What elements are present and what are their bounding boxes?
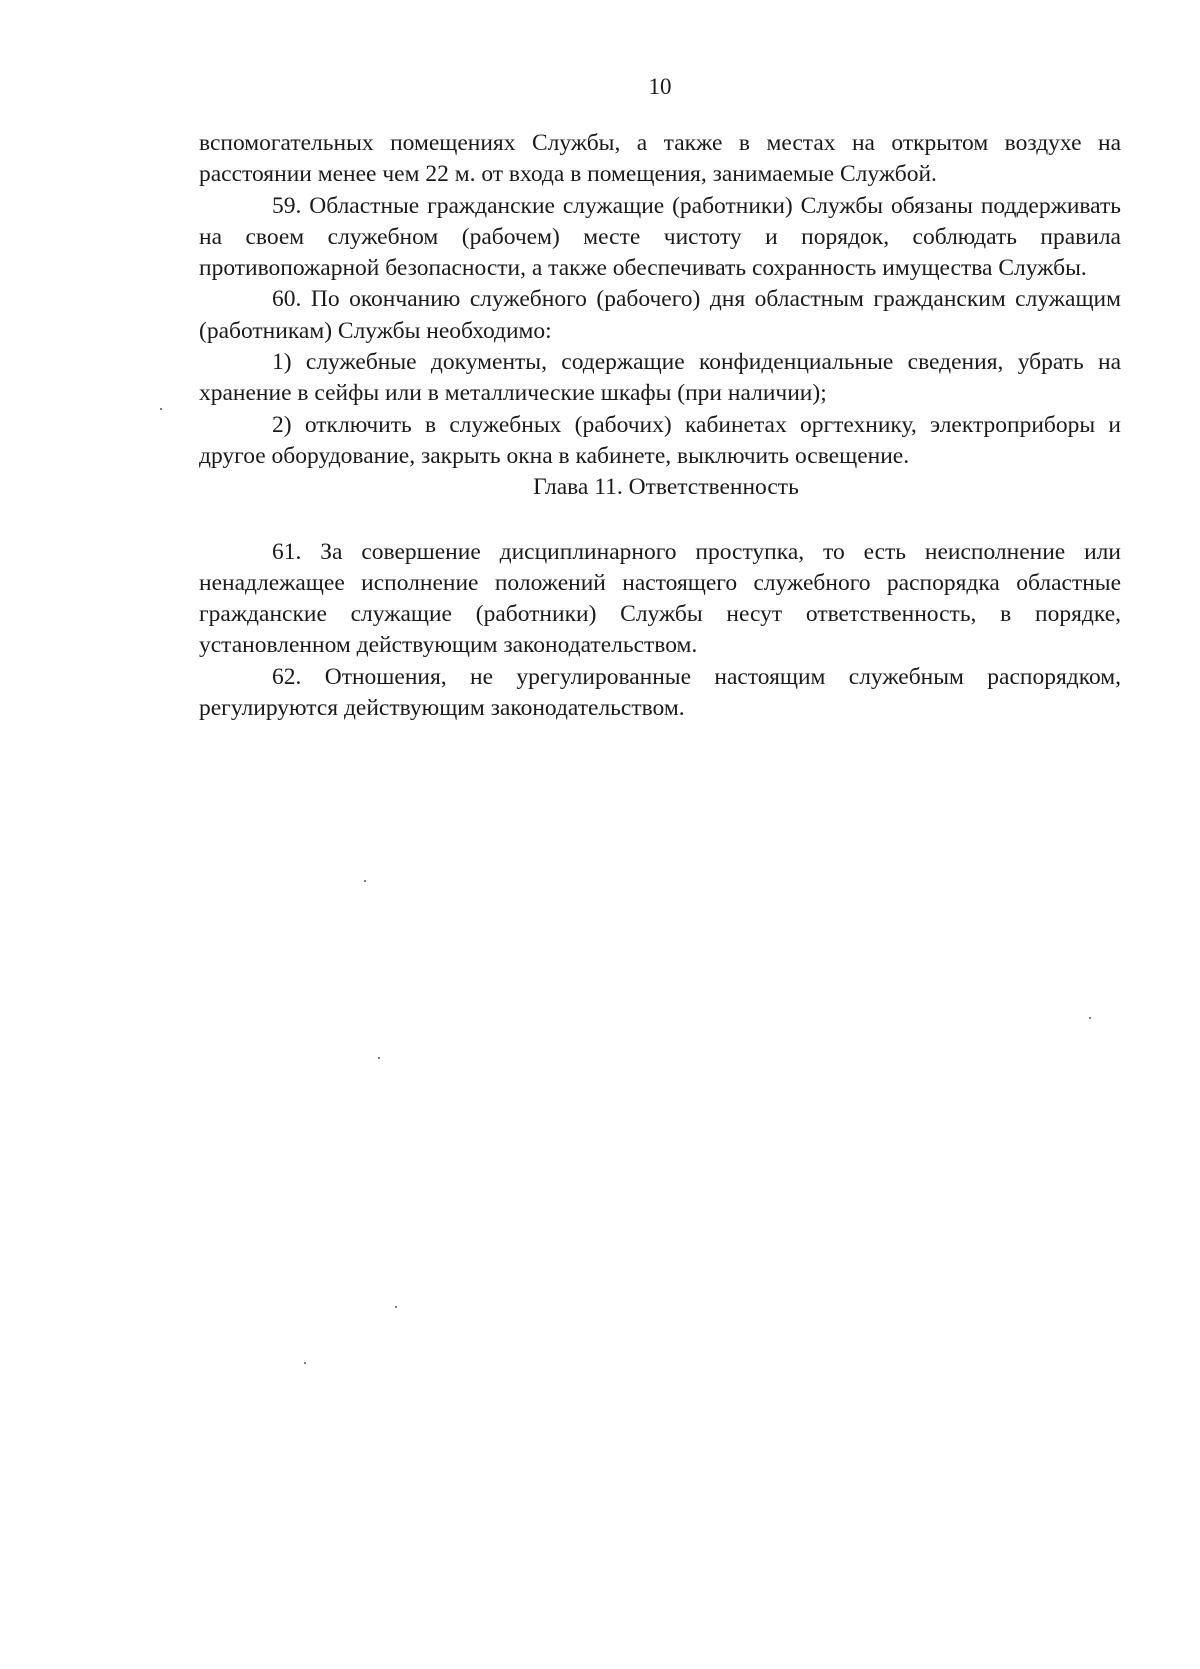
scan-speck bbox=[304, 1362, 306, 1364]
scan-speck bbox=[1089, 1017, 1091, 1019]
scan-speck bbox=[378, 1057, 380, 1059]
paragraph-60-item-1: 1) служебные документы, содержащие конфиденциальные сведения, убрать на хранение в сейфы или в металлические шкафы (при наличии); bbox=[199, 349, 1121, 407]
paragraph-59: 59. Областные гражданские служащие (работники) Службы обязаны поддерживать на своем служебном (рабочем) месте чистоту и порядок, соблюдать правила противопожарной безопасности, а также обеспечивать сохранность имущества Службы. bbox=[199, 192, 1121, 282]
heading-spacer bbox=[199, 504, 1121, 537]
paragraph-61: 61. За совершение дисциплинарного проступка, то есть неисполнение или ненадлежащее исполнение положений настоящего служебного распорядка областные гражданские служащие (работники) Службы несут ответственность, в порядке, установленном действующим законодательством. bbox=[199, 538, 1121, 659]
document-body bbox=[199, 128, 1121, 724]
scan-speck bbox=[160, 408, 162, 410]
paragraph-60-item-2: 2) отключить в служебных (рабочих) кабинетах оргтехнику, электроприборы и другое оборудование, закрыть окна в кабинете, выключить освещение. bbox=[199, 411, 1121, 469]
scan-speck bbox=[395, 1306, 397, 1308]
page-number: 10 bbox=[648, 74, 672, 99]
paragraph-62: 62. Отношения, не урегулированные настоящим служебным распорядком, регулируются действующим законодательством. bbox=[199, 663, 1121, 722]
chapter-heading: Глава 11. Ответственность bbox=[533, 474, 799, 501]
scan-speck bbox=[364, 880, 366, 882]
paragraph-60: 60. По окончанию служебного (рабочего) дня областным гражданским служащим (работникам) Службы необходимо: bbox=[199, 286, 1121, 344]
paragraph-continuation: вспомогательных помещениях Службы, а также в местах на открытом воздухе на расстоянии менее чем 22 м. от входа в помещения, занимаемые Службой. bbox=[199, 130, 1121, 188]
